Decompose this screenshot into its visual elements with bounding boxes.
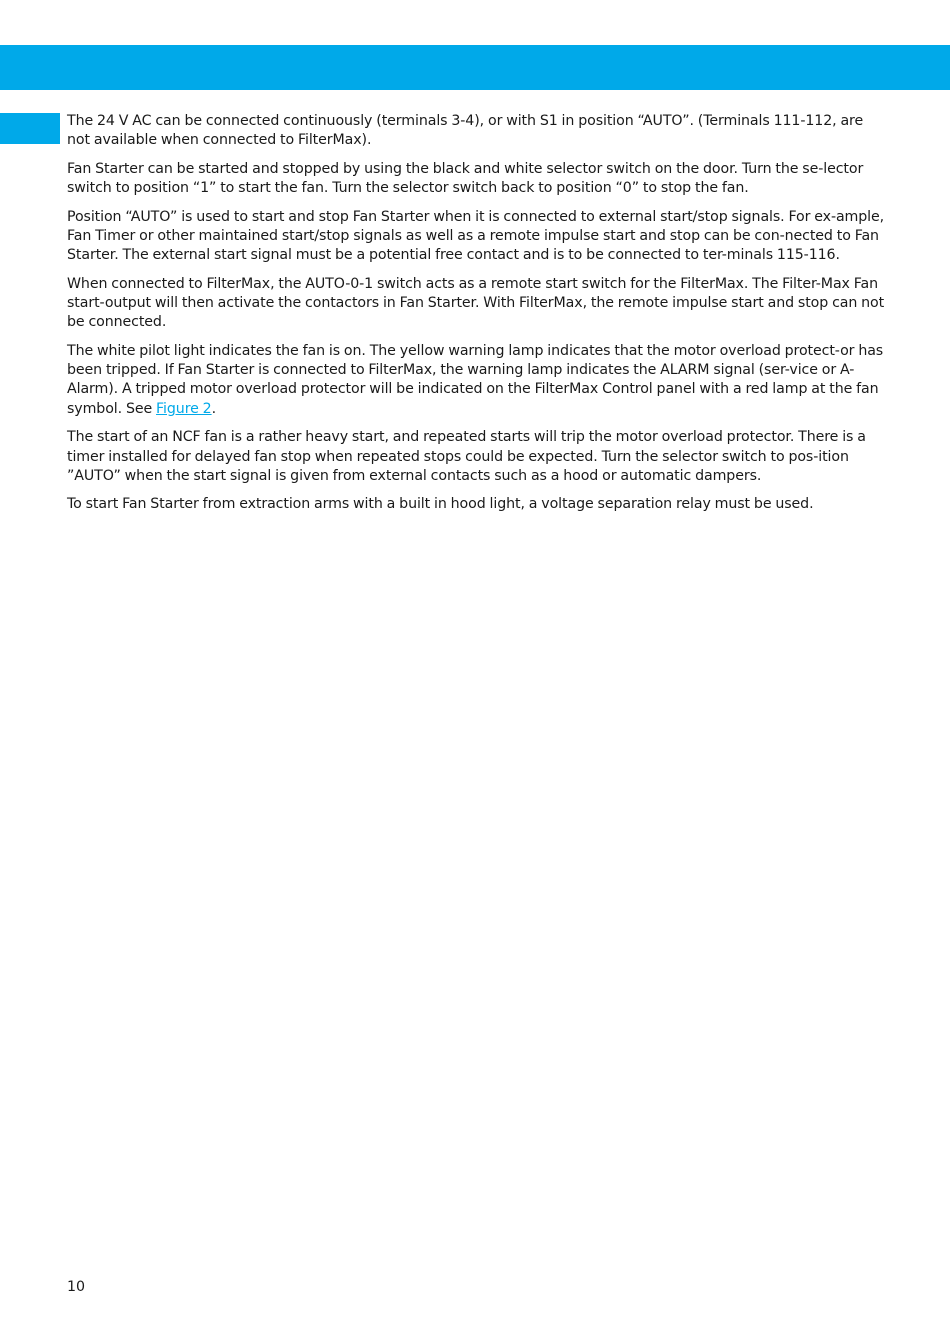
header-band [0,45,950,90]
page-number: 10 [67,1279,86,1295]
body-text [67,112,887,524]
paragraph-selector-switch: Fan Starter can be started and stopped by using the black and white selector switch on the door. Turn the se-lector switch to position “1” to start the fan. Turn the selector switch back to position “0” to stop the fan. [67,160,864,197]
chapter-tab-marker [0,113,60,144]
paragraph-ncf-fan-start: The start of an NCF fan is a rather heavy start, and repeated starts will trip the motor overload protector. There is a timer installed for delayed fan stop when repeated stops could be expected. Turn the selector switch to pos-ition ”AUTO” when the start signal is given from external contacts such as a hood or automatic dampers. [67,429,866,484]
figure-2-link[interactable]: Figure 2 [156,400,212,417]
paragraph-pilot-light [67,342,887,419]
paragraph-pilot-light-text: The white pilot light indicates the fan is on. The yellow warning lamp indicates that the motor overload protect-or has been tripped. If Fan Starter is connected to FilterMax, the warning lamp indicates the ALARM signal (ser-vice or A-Alarm). A tripped motor overload protector will be indicated on the FilterMax Control panel with a red lamp at the fan symbol. See [67,343,884,417]
paragraph-auto-position: Position “AUTO” is used to start and stop Fan Starter when it is connected to external start/stop signals. For ex-ample, Fan Timer or other maintained start/stop signals as well as a remote impulse start and stop can be con-nected to Fan Starter. The external start signal must be a potential free contact and is to be connected to ter-minals 115-116. [67,208,885,264]
paragraph-24v-ac: The 24 V AC can be connected continuously (terminals 3-4), or with S1 in position “AUTO”. (Terminals 111-112, are not available when connected to FilterMax). [67,113,864,149]
paragraph-pilot-light-end: . [211,400,217,417]
paragraph-filtermax-connection: When connected to FilterMax, the AUTO-0-1 switch acts as a remote start switch for the FilterMax. The Filter-Max Fan start-output will then activate the contactors in Fan Starter. With FilterMax, the remote impulse start and stop can not be connected. [67,275,885,331]
paragraph-voltage-separation: To start Fan Starter from extraction arms with a built in hood light, a voltage separation relay must be used. [67,496,814,513]
